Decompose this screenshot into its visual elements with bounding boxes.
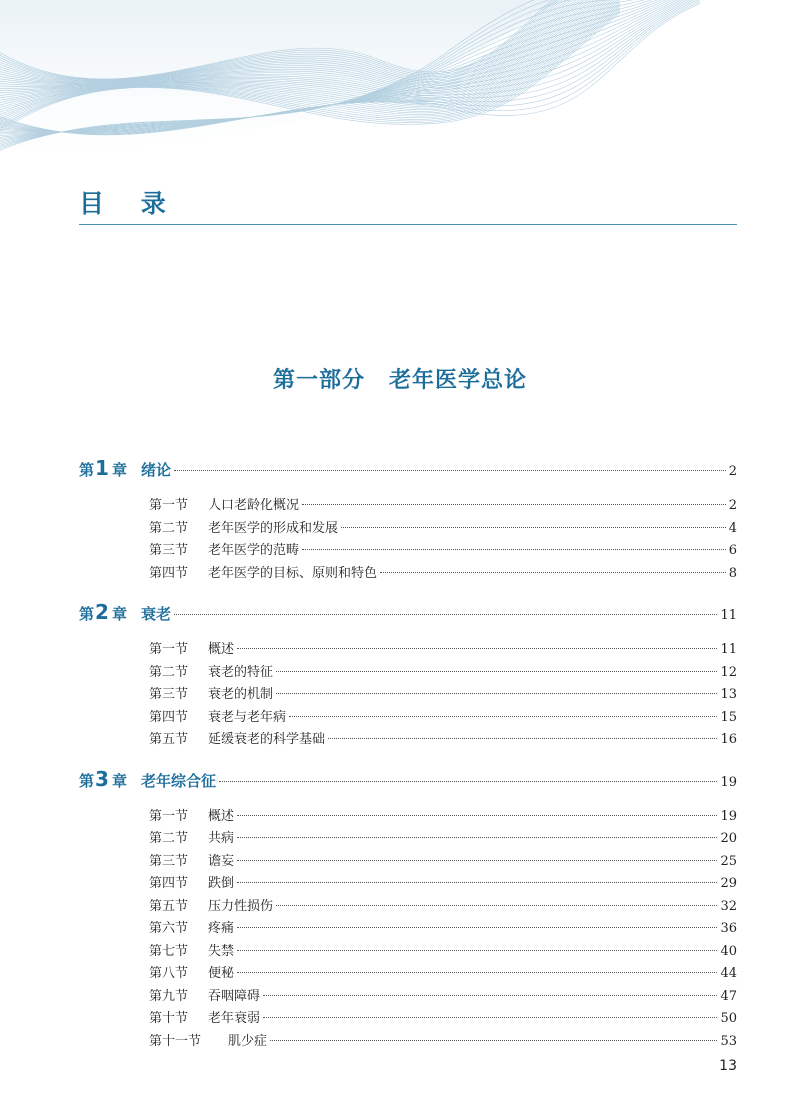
section-number: 第八节: [149, 966, 189, 981]
chapter-page: 2: [728, 464, 737, 479]
chapter-label: 第3 章 老年综合征: [79, 766, 216, 791]
section-title: 肌少症: [228, 1033, 268, 1049]
chapter-label: 第1 章 绪论: [79, 456, 171, 480]
section-number: 第七节: [149, 943, 189, 959]
dot-leader: [237, 860, 717, 861]
section-page: 6: [728, 543, 737, 558]
section-page: 47: [720, 988, 737, 1004]
dot-leader: [219, 781, 717, 782]
section-number: 第五节: [149, 898, 189, 914]
chapter-block: [79, 599, 737, 752]
section-number: 第三节: [149, 687, 189, 702]
dot-leader: [263, 1017, 717, 1018]
dot-leader: [328, 738, 717, 739]
section-title: 共病: [208, 831, 235, 846]
page-title: 目 录: [79, 189, 180, 218]
section-page: 50: [720, 1011, 737, 1026]
dot-leader: [263, 995, 717, 996]
section-entry[interactable]: [149, 851, 737, 874]
table-of-contents: [79, 455, 737, 1067]
section-title: 衰老的机制: [208, 687, 274, 702]
section-title: 老年衰弱: [208, 1011, 261, 1026]
section-title: 谵妄: [208, 853, 235, 869]
section-page: 44: [720, 966, 737, 981]
part-heading: [0, 363, 800, 394]
section-number: 第二节: [149, 664, 189, 680]
dot-leader: [237, 972, 717, 973]
section-page: 36: [720, 921, 737, 936]
dot-leader: [289, 716, 717, 717]
section-page: 4: [728, 520, 737, 536]
section-title: 概述: [208, 808, 235, 824]
title-divider: [79, 224, 737, 225]
section-title: 老年医学的目标、原则和特色: [208, 565, 378, 581]
dot-leader: [237, 815, 717, 816]
dot-leader: [237, 927, 717, 928]
section-page: 20: [720, 831, 737, 846]
section-entry[interactable]: [149, 518, 737, 541]
chapter-label: 第2 章 衰老: [79, 600, 171, 624]
chapter-page: 11: [720, 608, 737, 623]
chapter-page: 19: [720, 774, 737, 790]
section-number: 第四节: [149, 876, 189, 891]
section-entry[interactable]: [149, 684, 737, 707]
section-page: 12: [720, 664, 737, 680]
dot-leader: [380, 572, 726, 573]
dot-leader: [237, 882, 717, 883]
section-page: 13: [720, 687, 737, 702]
section-title: 衰老的特征: [208, 664, 274, 680]
section-title: 跌倒: [208, 876, 235, 891]
section-title: 衰老与老年病: [208, 709, 287, 725]
chapter-title: 老年综合征: [140, 771, 216, 790]
section-number: 第一节: [149, 808, 189, 824]
part-title: 老年医学总论: [389, 367, 528, 393]
section-number: 第四节: [149, 709, 189, 725]
section-page: 11: [720, 642, 737, 657]
section-page: 25: [720, 853, 737, 869]
section-entry[interactable]: [149, 918, 737, 941]
section-page: 8: [728, 565, 737, 581]
section-title: 失禁: [208, 943, 235, 959]
section-number: 第一节: [149, 498, 189, 513]
section-list: [149, 495, 737, 585]
section-title: 老年医学的范畴: [208, 543, 300, 558]
dot-leader: [237, 950, 717, 951]
section-entry[interactable]: [149, 941, 737, 964]
section-number: 第五节: [149, 732, 189, 747]
decorative-wave-banner: [0, 0, 800, 170]
section-title: 压力性损伤: [208, 898, 274, 914]
part-label: 第一部分: [272, 367, 365, 393]
section-entry[interactable]: [149, 986, 737, 1009]
section-entry[interactable]: [149, 662, 737, 685]
section-title: 老年医学的形成和发展: [208, 520, 339, 536]
section-title: 疼痛: [208, 921, 235, 936]
dot-leader: [302, 549, 726, 550]
section-entry[interactable]: [149, 806, 737, 829]
section-list: [149, 806, 737, 1054]
chapter-title: 衰老: [140, 605, 171, 623]
chapter-entry[interactable]: [79, 455, 737, 481]
section-page: 53: [720, 1033, 737, 1049]
section-page: 19: [720, 808, 737, 824]
section-entry[interactable]: [149, 563, 737, 586]
section-title: 吞咽障碍: [208, 988, 261, 1004]
dot-leader: [276, 905, 717, 906]
section-page: 29: [720, 876, 737, 891]
section-title: 概述: [208, 642, 235, 657]
section-number: 第二节: [149, 831, 189, 846]
section-number: 第二节: [149, 520, 189, 536]
section-entry[interactable]: [149, 963, 737, 986]
chapter-number: 2: [95, 600, 109, 624]
dot-leader: [276, 671, 717, 672]
dot-leader: [276, 693, 717, 694]
section-number: 第四节: [149, 565, 189, 581]
dot-leader: [174, 470, 726, 471]
section-number: 第三节: [149, 853, 189, 869]
chapter-entry[interactable]: [79, 766, 737, 792]
dot-leader: [237, 837, 717, 838]
section-page: 40: [720, 943, 737, 959]
dot-leader: [341, 527, 726, 528]
section-list: [149, 639, 737, 752]
section-entry[interactable]: [149, 540, 737, 563]
section-number: 第九节: [149, 988, 189, 1004]
section-entry[interactable]: [149, 1031, 737, 1054]
chapter-entry[interactable]: [79, 599, 737, 625]
section-entry[interactable]: [149, 707, 737, 730]
page-number: 13: [719, 1058, 737, 1074]
chapter-number: 1: [95, 456, 109, 480]
section-page: 2: [728, 498, 737, 513]
section-entry[interactable]: [149, 896, 737, 919]
section-page: 32: [720, 898, 737, 914]
section-page: 15: [720, 709, 737, 725]
section-number: 第十一节: [149, 1033, 202, 1049]
section-entry[interactable]: [149, 828, 737, 851]
dot-leader: [270, 1040, 717, 1041]
toc-header: [79, 188, 737, 225]
section-entry[interactable]: [149, 495, 737, 518]
section-number: 第六节: [149, 921, 189, 936]
chapter-number: 3: [95, 766, 109, 791]
section-entry[interactable]: [149, 873, 737, 896]
chapter-title: 绪论: [140, 461, 171, 479]
section-title: 人口老龄化概况: [208, 498, 300, 513]
chapter-block: [79, 455, 737, 585]
section-entry[interactable]: [149, 639, 737, 662]
section-title: 便秘: [208, 966, 235, 981]
section-number: 第十节: [149, 1011, 189, 1026]
section-entry[interactable]: [149, 729, 737, 752]
section-number: 第一节: [149, 642, 189, 657]
dot-leader: [174, 614, 717, 615]
section-title: 延缓衰老的科学基础: [208, 732, 326, 747]
dot-leader: [302, 504, 726, 505]
section-entry[interactable]: [149, 1008, 737, 1031]
chapter-block: [79, 766, 737, 1054]
dot-leader: [237, 648, 717, 649]
section-number: 第三节: [149, 543, 189, 558]
section-page: 16: [720, 732, 737, 747]
